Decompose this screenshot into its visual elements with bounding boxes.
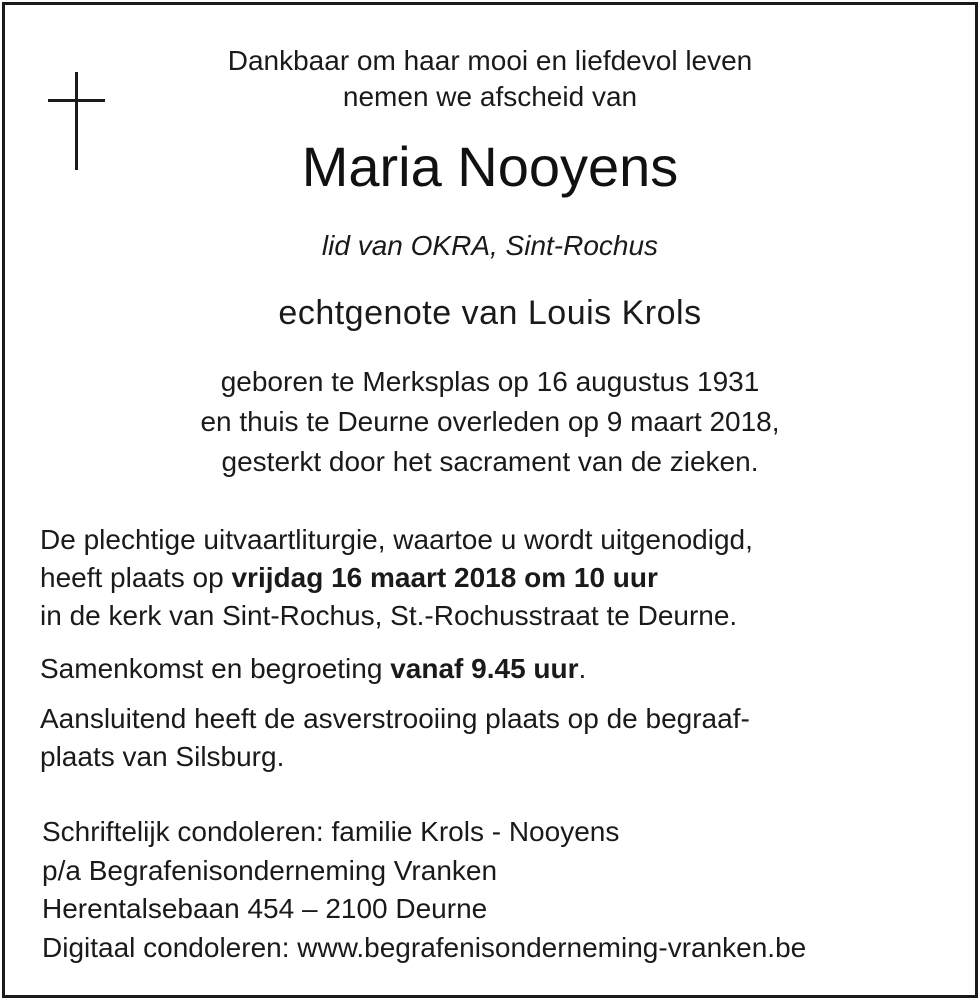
funeral-date-prefix: heeft plaats op (40, 562, 232, 593)
scattering-line-2: plaats van Silsburg. (40, 741, 285, 772)
condolences-website: Digitaal condoleren: www.begrafenisonderneming-vranken.be (42, 931, 807, 963)
birth-line: geboren te Merksplas op 16 augustus 1931 (220, 366, 760, 397)
spouse-text: echtgenote van Louis Krols (278, 294, 702, 332)
condolences-block (42, 813, 962, 967)
gathering-paragraph (40, 650, 960, 688)
intro-line-2: nemen we afscheid van (342, 81, 638, 112)
deceased-name: Maria Nooyens (301, 135, 679, 198)
scattering-line-1: Aansluitend heeft de asverstrooiing plaats op de begraaf- (40, 703, 750, 734)
condolences-address: Herentalsebaan 454 – 2100 Deurne (42, 893, 488, 924)
intro-line-1: Dankbaar om haar mooi en liefdevol leven (227, 45, 753, 76)
death-line: en thuis te Deurne overleden op 9 maart 2018, (200, 406, 780, 437)
funeral-paragraph (40, 521, 960, 635)
life-dates (0, 362, 980, 482)
membership-text: lid van OKRA, Sint-Rochus (321, 230, 659, 261)
scattering-paragraph (40, 700, 960, 776)
gathering-suffix: . (578, 653, 587, 684)
funeral-line-2 (40, 559, 960, 597)
funeral-line-3: in de kerk van Sint-Rochus, St.-Rochusstraat te Deurne. (40, 600, 738, 631)
funeral-date: vrijdag 16 maart 2018 om 10 uur (231, 562, 658, 593)
funeral-line-1: De plechtige uitvaartliturgie, waartoe u wordt uitgenodigd, (40, 524, 753, 555)
condolences-line-2: p/a Begrafenisonderneming Vranken (42, 854, 498, 886)
gathering-prefix: Samenkomst en begroeting (40, 653, 391, 684)
gathering-time: vanaf 9.45 uur (390, 653, 579, 684)
sacrament-line: gesterkt door het sacrament van de zieken. (221, 446, 759, 477)
condolences-line-1: Schriftelijk condoleren: familie Krols - Nooyens (42, 816, 620, 847)
intro-text (0, 43, 980, 115)
